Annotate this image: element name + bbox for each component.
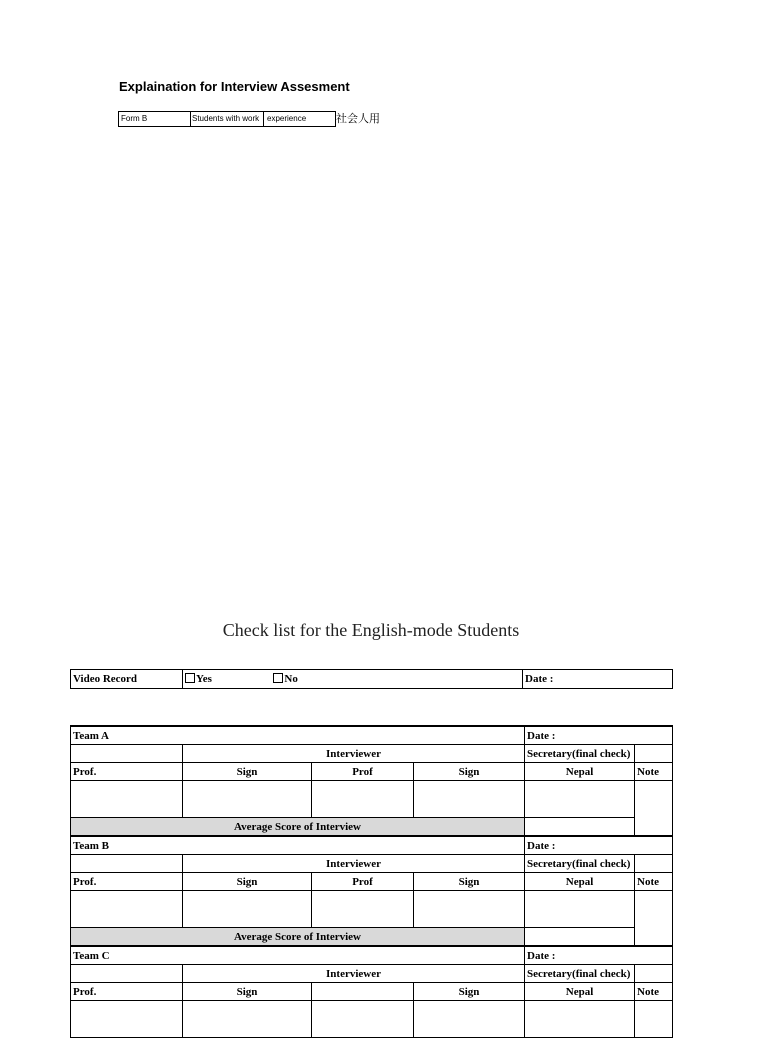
sign-header: Sign	[183, 983, 312, 1001]
no-label: No	[284, 673, 298, 685]
students-label: Students with work	[192, 114, 260, 123]
prof-header: Prof.	[71, 763, 183, 781]
interviewer-header: Interviewer	[183, 965, 525, 983]
team-name: Team B	[71, 836, 525, 855]
video-record-options	[183, 670, 523, 689]
average-score-cell[interactable]	[525, 818, 635, 837]
prof-cell[interactable]	[71, 891, 183, 928]
secretary-header: Secretary(final check)	[525, 965, 635, 983]
nepal-header: Nepal	[525, 763, 635, 781]
secretary-header: Secretary(final check)	[525, 855, 635, 873]
average-score-cell[interactable]	[525, 928, 635, 947]
teams-table	[70, 725, 673, 1038]
average-score-label: Average Score of Interview	[71, 818, 525, 837]
prof-cell[interactable]	[312, 1001, 414, 1038]
team-date-cell[interactable]: Date :	[525, 946, 673, 965]
note-cell[interactable]	[635, 1001, 673, 1038]
sign-header: Sign	[183, 873, 312, 891]
checklist-title: Check list for the English-mode Students	[222, 620, 520, 640]
video-date-cell[interactable]: Date :	[523, 670, 673, 689]
interviewer-header: Interviewer	[183, 745, 525, 763]
note-header: Note	[635, 983, 673, 1001]
sign-cell[interactable]	[414, 891, 525, 928]
note-cell[interactable]	[635, 781, 673, 837]
sign-cell[interactable]	[183, 891, 312, 928]
checkbox-icon	[273, 673, 283, 683]
experience-label: experience	[267, 114, 307, 123]
prof-cell[interactable]	[312, 891, 414, 928]
sign-cell[interactable]	[183, 781, 312, 818]
note-header: Note	[635, 763, 673, 781]
average-score-label: Average Score of Interview	[71, 928, 525, 947]
sign-header: Sign	[183, 763, 312, 781]
nepal-cell[interactable]	[525, 891, 635, 928]
prof-header: Prof.	[71, 983, 183, 1001]
video-record-label: Video Record	[71, 670, 183, 689]
sign-header: Sign	[414, 983, 525, 1001]
nepal-header: Nepal	[525, 873, 635, 891]
form-box-divider	[190, 112, 191, 126]
yes-checkbox[interactable]	[185, 673, 212, 685]
prof-header: Prof	[312, 873, 414, 891]
nepal-header: Nepal	[525, 983, 635, 1001]
note-header: Note	[635, 873, 673, 891]
secretary-header: Secretary(final check)	[525, 745, 635, 763]
sign-header: Sign	[414, 873, 525, 891]
team-date-cell[interactable]: Date :	[525, 836, 673, 855]
prof-header: Prof.	[71, 873, 183, 891]
sign-cell[interactable]	[414, 781, 525, 818]
prof-cell[interactable]	[312, 781, 414, 818]
sign-cell[interactable]	[414, 1001, 525, 1038]
video-record-table	[70, 669, 673, 689]
yes-label: Yes	[196, 673, 212, 685]
sign-cell[interactable]	[183, 1001, 312, 1038]
prof-header: Prof	[312, 763, 414, 781]
checkbox-icon	[185, 673, 195, 683]
form-label-box	[118, 111, 336, 127]
prof-cell[interactable]	[71, 781, 183, 818]
team-name: Team A	[71, 726, 525, 745]
form-box-divider	[263, 112, 264, 126]
team-date-cell[interactable]: Date :	[525, 726, 673, 745]
nepal-cell[interactable]	[525, 781, 635, 818]
interviewer-header: Interviewer	[183, 855, 525, 873]
form-label: Form B	[121, 114, 148, 123]
note-cell[interactable]	[635, 891, 673, 947]
sign-header: Sign	[414, 763, 525, 781]
no-checkbox[interactable]	[273, 673, 297, 685]
cjk-note: 社会人用	[336, 113, 380, 125]
prof-cell[interactable]	[71, 1001, 183, 1038]
page-title: Explaination for Interview Assesment	[119, 79, 350, 94]
team-name: Team C	[71, 946, 525, 965]
nepal-cell[interactable]	[525, 1001, 635, 1038]
